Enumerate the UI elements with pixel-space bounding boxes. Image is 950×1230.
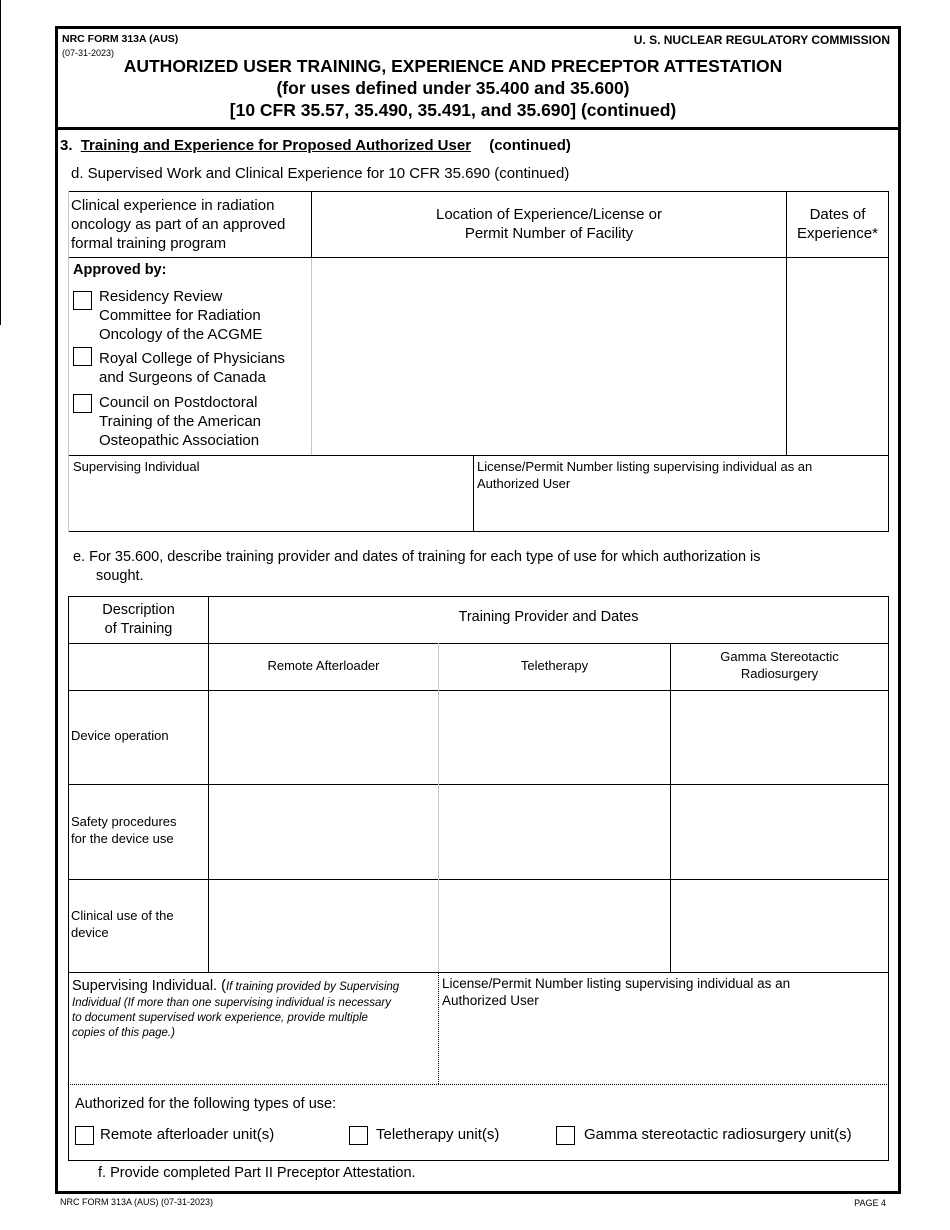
- d-table-header-bottom: [68, 257, 889, 258]
- clinical-use-gamma-field[interactable]: [672, 881, 887, 971]
- e-desc-divider: [208, 596, 209, 972]
- e-row-clinical-use: [71, 907, 174, 941]
- approved-by-label: Approved by:: [73, 262, 167, 278]
- footer-form-id: NRC FORM 313A (AUS) (07-31-2023): [60, 1197, 214, 1207]
- d-table-left: [68, 191, 69, 532]
- option-royal-college-line-1: Royal College of Physicians: [99, 350, 285, 367]
- d-license-label-line-2: Authorized User: [477, 476, 571, 491]
- d-col2-header-line-2: Permit Number of Facility: [464, 225, 634, 242]
- e-col-divider-remote: [438, 643, 439, 972]
- option-council-line-3: Osteopathic Association: [99, 432, 260, 449]
- e-supervising-field[interactable]: [70, 1045, 436, 1083]
- form-date: (07-31-2023): [62, 48, 115, 58]
- d-table-top: [68, 191, 889, 192]
- safety-procedures-gamma-field[interactable]: [672, 786, 887, 878]
- option-council-line-2: Training of the American: [99, 413, 262, 430]
- e-desc-header-line-1: Description: [102, 602, 175, 618]
- part-e-label-line-2: sought.: [96, 568, 144, 584]
- e-col-gamma-header: [671, 648, 888, 682]
- option-acgme-line-2: Committee for Radiation: [99, 307, 261, 324]
- option-acgme-line-1: Residency Review: [99, 288, 223, 305]
- e-col-gamma-header-line-1: Gamma Stereotactic: [720, 649, 839, 664]
- safety-procedures-tele-field[interactable]: [440, 786, 669, 878]
- e-header-row-1-bottom: [68, 643, 889, 644]
- d-supervising-label: Supervising Individual: [73, 459, 200, 474]
- e-row-2-bottom: [68, 879, 889, 880]
- form-id: NRC FORM 313A (AUS): [62, 33, 179, 45]
- e-row-1-label: Device operation: [71, 728, 169, 743]
- d-table-right: [888, 191, 889, 532]
- device-operation-remote-field[interactable]: [210, 692, 437, 783]
- safety-procedures-remote-field[interactable]: [210, 786, 437, 878]
- e-col-tele-header: Teletherapy: [520, 658, 589, 673]
- d-col2-header-line-1: Location of Experience/License or: [436, 206, 662, 223]
- e-supervising-label: Supervising Individual. (: [72, 978, 226, 994]
- agency-name: U. S. NUCLEAR REGULATORY COMMISSION: [633, 33, 890, 47]
- option-royal-college: [99, 349, 285, 387]
- option-council-postdoctoral: [99, 393, 261, 450]
- checkbox-royal-college[interactable]: [73, 347, 92, 366]
- e-supervising-bottom: [68, 1084, 889, 1085]
- margin-mark: [0, 0, 1, 325]
- e-supervising-note-line-3: to document supervised work experience, provide multiple: [72, 1012, 368, 1024]
- e-table-left: [68, 596, 69, 1160]
- option-acgme: [99, 287, 262, 344]
- e-col-gamma-header-line-2: Radiosurgery: [740, 666, 819, 681]
- e-row-3-bottom: [68, 972, 889, 973]
- section-title: Training and Experience for Proposed Authorized User: [80, 137, 472, 154]
- d-col1-header: Clinical experience in radiation oncology as part of an approved formal training program: [71, 197, 286, 252]
- e-table-right: [888, 596, 889, 1160]
- part-e-label: [73, 548, 761, 586]
- e-supervising-label-block: [72, 977, 434, 1041]
- e-row-2-label-line-1: Safety procedures: [71, 814, 177, 829]
- e-row-2-label-line-2: for the device use: [71, 831, 174, 846]
- e-supervising-note-line-4: copies of this page.): [72, 1027, 175, 1039]
- clinical-use-tele-field[interactable]: [440, 881, 669, 971]
- option-acgme-line-3: Oncology of the ACGME: [99, 326, 263, 343]
- option-royal-college-line-2: and Surgeons of Canada: [99, 369, 266, 386]
- e-license-label: [442, 975, 882, 1009]
- d-col3-header-line-2: Experience*: [797, 225, 878, 242]
- d-supervising-field[interactable]: [70, 476, 471, 530]
- e-row-3-label-line-1: Clinical use of the: [71, 908, 174, 923]
- d-license-field[interactable]: [475, 494, 887, 530]
- e-header-row-2-bottom: [68, 690, 889, 691]
- d-col-divider-1-body: [311, 258, 312, 455]
- e-col-divider-tele: [670, 643, 671, 972]
- e-table-top: [68, 596, 889, 597]
- part-f-label: f. Provide completed Part II Preceptor Attestation.: [98, 1165, 416, 1181]
- d-col3-header: [787, 205, 888, 243]
- d-col2-header: [312, 205, 786, 243]
- d-sup-divider: [473, 455, 474, 531]
- dates-of-experience-field[interactable]: [788, 259, 887, 454]
- use-remote-afterloader-label: Remote afterloader unit(s): [100, 1126, 275, 1143]
- device-operation-tele-field[interactable]: [440, 692, 669, 783]
- checkbox-council-postdoctoral[interactable]: [73, 394, 92, 413]
- e-desc-header: [69, 601, 208, 639]
- d-col3-header-line-1: Dates of: [809, 206, 866, 223]
- title-line-2: (for uses defined under 35.400 and 35.600): [276, 78, 630, 98]
- d-table-bottom: [68, 531, 889, 532]
- clinical-use-remote-field[interactable]: [210, 881, 437, 971]
- e-license-label-line-1: License/Permit Number listing supervising individual as an: [442, 976, 791, 991]
- e-supervising-note-line-2: Individual (If more than one supervising individual is necessary: [72, 997, 391, 1009]
- use-teletherapy-label: Teletherapy unit(s): [376, 1126, 500, 1143]
- checkbox-teletherapy[interactable]: [349, 1126, 368, 1145]
- e-license-label-line-2: Authorized User: [442, 993, 539, 1008]
- footer-page-number: PAGE 4: [854, 1198, 886, 1208]
- d-table-body-bottom: [68, 455, 889, 456]
- d-license-label: [477, 458, 885, 492]
- checkbox-gamma-stereotactic[interactable]: [556, 1126, 575, 1145]
- location-of-experience-field[interactable]: [313, 259, 785, 454]
- e-row-3-label-line-2: device: [71, 925, 109, 940]
- checkbox-remote-afterloader[interactable]: [75, 1126, 94, 1145]
- part-d-label: d. Supervised Work and Clinical Experience for 10 CFR 35.690 (continued): [71, 165, 570, 182]
- title-line-1: AUTHORIZED USER TRAINING, EXPERIENCE AND PRECEPTOR ATTESTATION: [123, 56, 783, 76]
- e-license-field[interactable]: [440, 1010, 887, 1083]
- part-e-label-line-1: e. For 35.600, describe training provider and dates of training for each type of use for which authorization is: [73, 549, 761, 565]
- option-council-line-1: Council on Postdoctoral: [99, 394, 258, 411]
- e-table-bottom: [68, 1160, 889, 1161]
- section-number: 3.: [60, 137, 73, 154]
- e-row-1-bottom: [68, 784, 889, 785]
- authorized-for-label: Authorized for the following types of use:: [75, 1096, 337, 1112]
- e-desc-header-line-2: of Training: [104, 621, 173, 637]
- e-row-device-operation: [71, 727, 169, 744]
- section-continued: (continued): [489, 137, 571, 154]
- section-3-heading: [60, 137, 571, 154]
- header-rule: [58, 127, 898, 130]
- e-provider-header: Training Provider and Dates: [458, 609, 639, 625]
- e-sup-divider: [438, 972, 439, 1084]
- use-gamma-stereotactic-label: Gamma stereotactic radiosurgery unit(s): [584, 1126, 852, 1143]
- form-title: [58, 55, 848, 121]
- device-operation-gamma-field[interactable]: [672, 692, 887, 783]
- e-col-remote-header: Remote Afterloader: [267, 658, 380, 673]
- d-license-label-line-1: License/Permit Number listing supervising individual as an: [477, 459, 813, 474]
- e-supervising-note-line-1: If training provided by Supervising: [225, 981, 400, 993]
- checkbox-acgme[interactable]: [73, 291, 92, 310]
- title-line-3: [10 CFR 35.57, 35.490, 35.491, and 35.690] (continued): [229, 100, 677, 120]
- e-row-safety-procedures: [71, 813, 177, 847]
